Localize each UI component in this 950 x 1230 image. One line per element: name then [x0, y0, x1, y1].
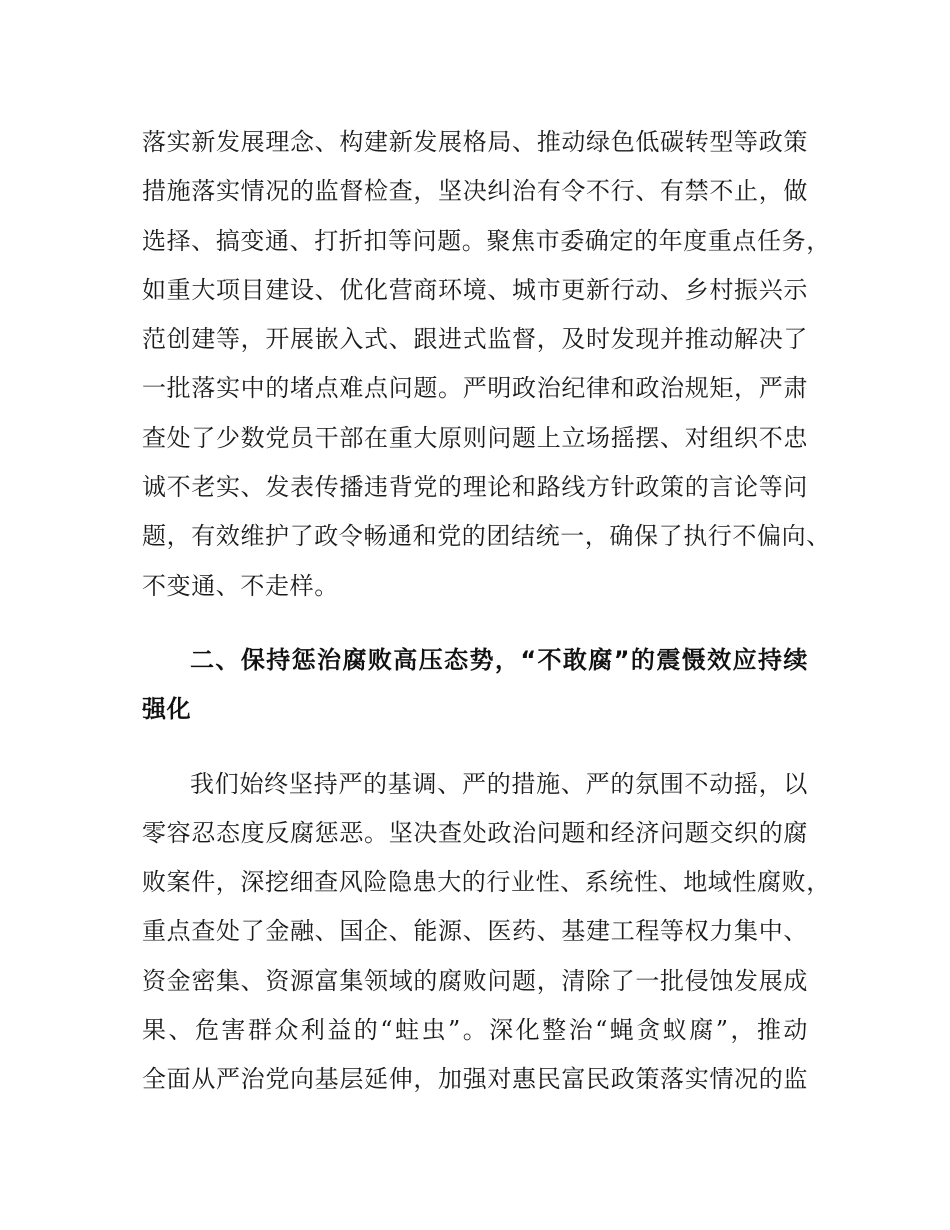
paragraph-line: 题，有效维护了政令畅通和党的团结统一，确保了执行不偏向、 [142, 522, 831, 551]
paragraph-line: 不变通、不走样。 [142, 571, 339, 600]
section-heading [142, 636, 808, 735]
paragraph-supervision [142, 118, 831, 611]
heading-line: 强化 [142, 695, 192, 724]
paragraph-line: 果、危害群众利益的“蛀虫”。深化整治“蝇贪蚁腐”，推动 [142, 1016, 808, 1045]
paragraph-line: 败案件，深挖细查风险隐患大的行业性、系统性、地域性腐败， [142, 868, 831, 897]
paragraph-line: 重点查处了金融、国企、能源、医药、基建工程等权力集中、 [142, 917, 808, 946]
paragraph-line: 范创建等，开展嵌入式、跟进式监督，及时发现并推动解决了 [142, 325, 808, 354]
section-spacer [142, 735, 808, 760]
paragraph-line: 一批落实中的堵点难点问题。严明政治纪律和政治规矩，严肃 [142, 374, 808, 403]
paragraph-line: 如重大项目建设、优化营商环境、城市更新行动、乡村振兴示 [142, 275, 808, 304]
paragraph-line: 诚不老实、发表传播违背党的理论和路线方针政策的言论等问 [142, 473, 808, 502]
paragraph-line: 查处了少数党员干部在重大原则问题上立场摇摆、对组织不忠 [142, 423, 808, 452]
paragraph-line: 措施落实情况的监督检查，坚决纠治有令不行、有禁不止，做 [142, 177, 808, 206]
paragraph-line: 全面从严治党向基层延伸，加强对惠民富民政策落实情况的监 [142, 1065, 808, 1094]
paragraph-line: 落实新发展理念、构建新发展格局、推动绿色低碳转型等政策 [142, 128, 808, 156]
paragraph-line: 选择、搞变通、打折扣等问题。聚焦市委确定的年度重点任务， [142, 226, 831, 255]
paragraph-anticorruption [142, 760, 831, 1105]
paragraph-line: 零容忍态度反腐惩恶。坚决查处政治问题和经济问题交织的腐 [142, 818, 808, 847]
heading-line: 二、保持惩治腐败高压态势，“不敢腐”的震慑效应持续 [190, 645, 808, 674]
document-body [142, 118, 831, 1105]
paragraph-line: 资金密集、资源富集领域的腐败问题，清除了一批侵蚀发展成 [142, 966, 808, 995]
paragraph-line: 我们始终坚持严的基调、严的措施、严的氛围不动摇，以 [190, 769, 808, 798]
section-spacer [142, 611, 808, 636]
